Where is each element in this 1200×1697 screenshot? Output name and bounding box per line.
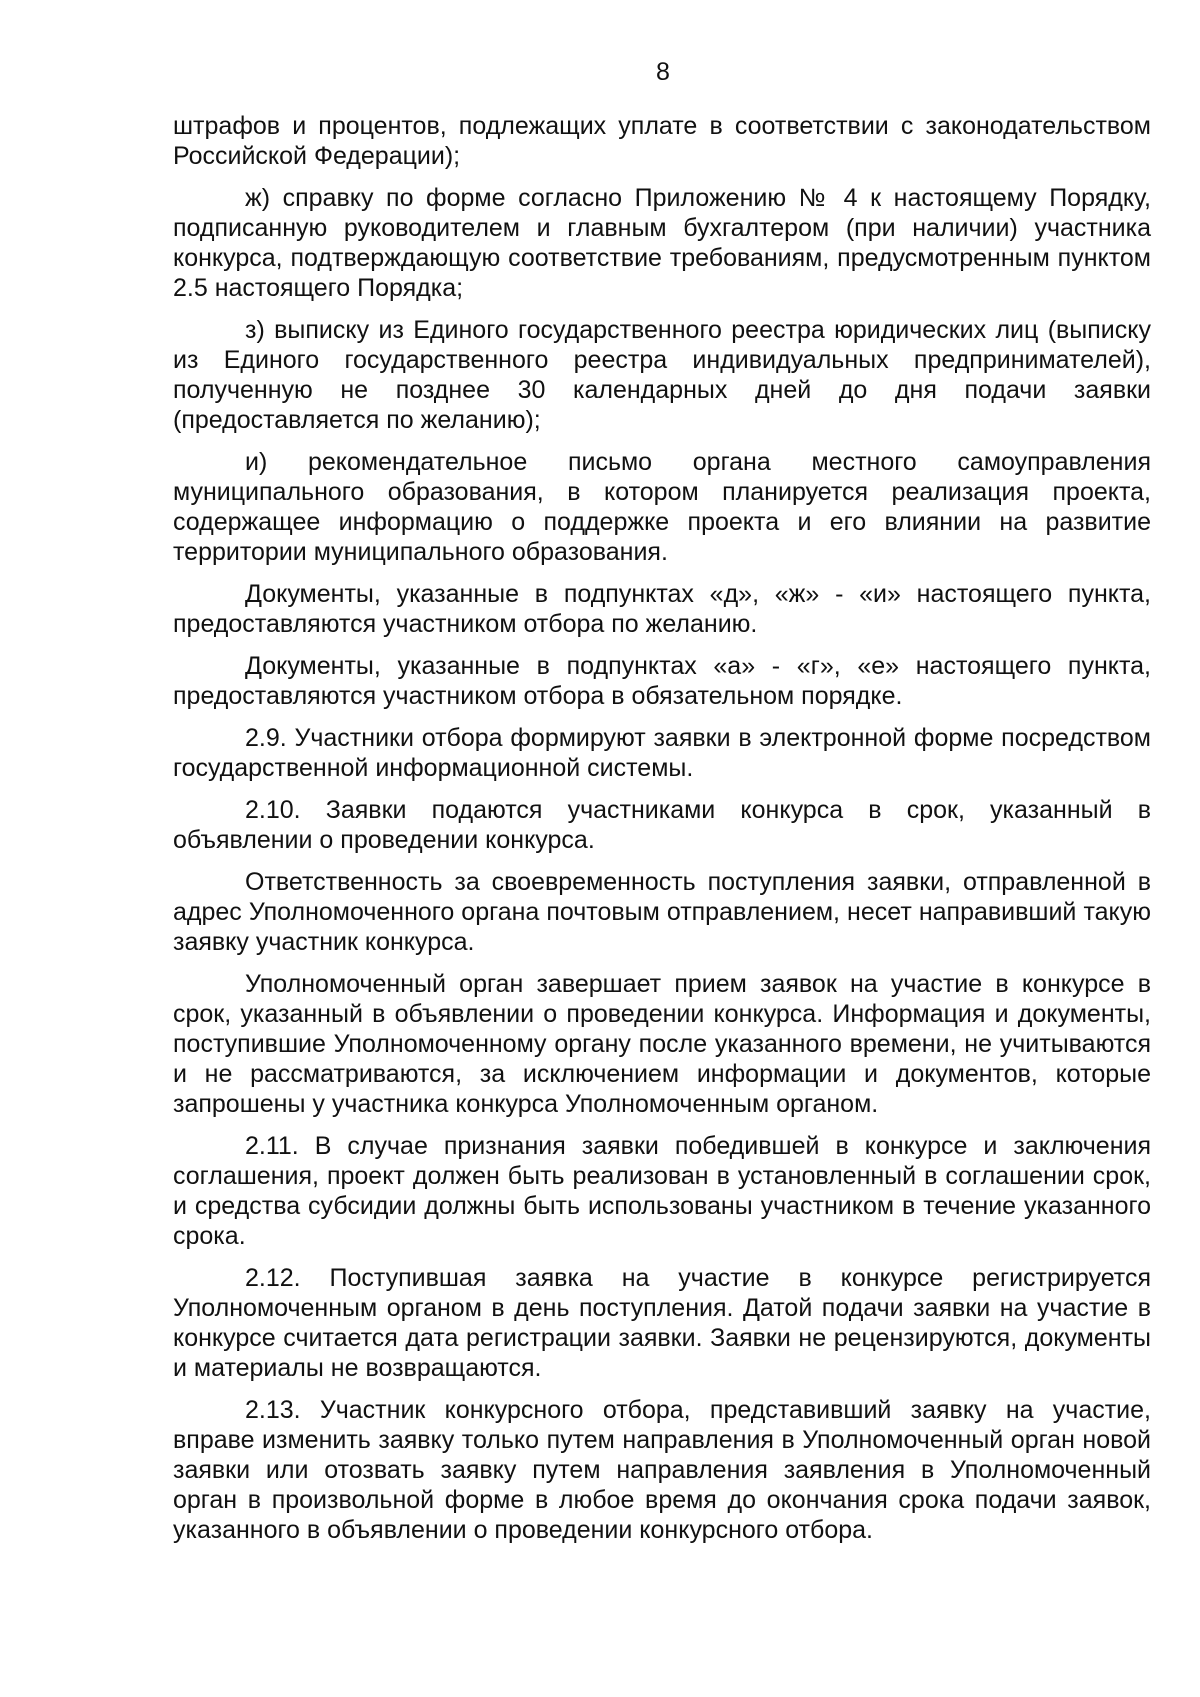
paragraph-item-zh: ж) справку по форме согласно Приложению № 4 к настоящему Порядку, подписанную руководителем и главным бухгалтером (при наличии) участника конкурса, подтверждающую соответствие требованиям, предусмотренным пунктом 2.5 настоящего Порядка; xyxy=(173,184,1151,302)
paragraph-mandatory-documents: Документы, указанные в подпунктах «а» - «г», «е» настоящего пункта, предоставляются участником отбора в обязательном порядке. xyxy=(173,652,1151,710)
paragraph-item-i: и) рекомендательное письмо органа местного самоуправления муниципального образования, в котором планируется реализация проекта, содержащее информацию о поддержке проекта и его влиянии на развитие территории муниципального образования. xyxy=(173,448,1151,566)
paragraph-item-z: з) выписку из Единого государственного реестра юридических лиц (выписку из Единого государственного реестра индивидуальных предпринимателей), полученную не позднее 30 календарных дней до дня подачи заявки (предоставляется по желанию); xyxy=(173,316,1151,434)
paragraph-2-12: 2.12. Поступившая заявка на участие в конкурсе регистрируется Уполномоченным органом в день поступления. Датой подачи заявки на участие в конкурсе считается дата регистрации заявки. Заявки не рецензируются, документы и материалы не возвращаются. xyxy=(173,1264,1151,1382)
paragraph-2-13: 2.13. Участник конкурсного отбора, представивший заявку на участие, вправе изменить заявку только путем направления в Уполномоченный орган новой заявки или отозвать заявку путем направления заявления в Уполномоченный орган в произвольной форме в любое время до окончания срока подачи заявок, указанного в объявлении о проведении конкурсного отбора. xyxy=(173,1396,1151,1544)
paragraph-2-10: 2.10. Заявки подаются участниками конкурса в срок, указанный в объявлении о проведении конкурса. xyxy=(173,796,1151,854)
paragraph-2-9: 2.9. Участники отбора формируют заявки в электронной форме посредством государственной информационной системы. xyxy=(173,724,1151,782)
paragraph-authorized-body: Уполномоченный орган завершает прием заявок на участие в конкурсе в срок, указанный в объявлении о проведении конкурса. Информация и документы, поступившие Уполномоченному органу после указанного времени, не учитываются и не рассматриваются, за исключением информации и документов, которые запрошены у участника конкурса Уполномоченным органом. xyxy=(173,970,1151,1118)
paragraph-optional-documents: Документы, указанные в подпунктах «д», «ж» - «и» настоящего пункта, предоставляются участником отбора по желанию. xyxy=(173,580,1151,638)
document-body xyxy=(173,111,1151,1545)
paragraph-2-11: 2.11. В случае признания заявки победившей в конкурсе и заключения соглашения, проект должен быть реализован в установленный в соглашении срок, и средства субсидии должны быть использованы участником в течение указанного срока. xyxy=(173,1132,1151,1250)
page-number: 8 xyxy=(656,58,670,86)
paragraph-responsibility: Ответственность за своевременность поступления заявки, отправленной в адрес Уполномоченного органа почтовым отправлением, несет направивший такую заявку участник конкурса. xyxy=(173,868,1151,956)
paragraph-continuation: штрафов и процентов, подлежащих уплате в соответствии с законодательством Российской Федерации); xyxy=(173,112,1151,170)
